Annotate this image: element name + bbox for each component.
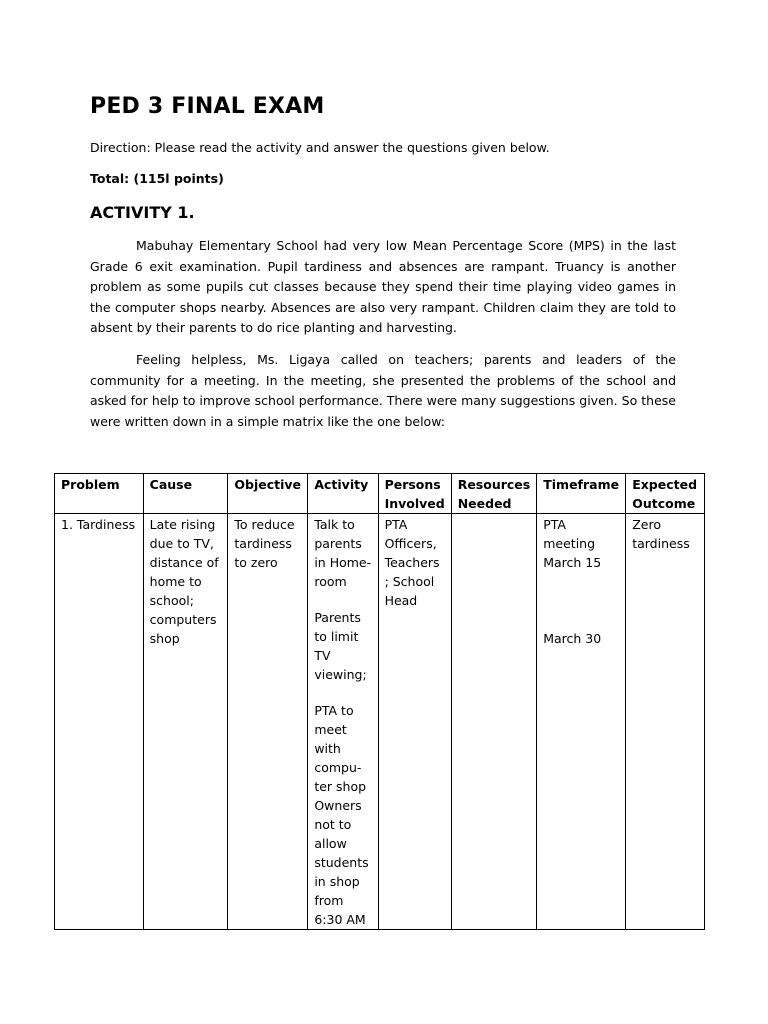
action-matrix-table: [54, 473, 705, 930]
activity-item: Talk to parents in Home-room: [314, 517, 372, 589]
paragraph-meeting: Feeling helpless, Ms. Ligaya called on teachers; parents and leaders of the community for a meeting. In the meeting, she presented the problems of the school and asked for help to improve school performance. There were many suggestions given. So these were written down in a simple matrix like the one below:: [90, 352, 676, 429]
activity-heading: ACTIVITY 1.: [90, 203, 195, 222]
header-persons-involved: Persons Involved: [378, 474, 451, 514]
header-activity: Activity: [308, 474, 378, 514]
cell-expected-outcome: Zero tardiness: [626, 514, 705, 930]
cell-cause: Late rising due to TV, distance of home to school; computers shop: [143, 514, 228, 930]
direction-text: Direction: Please read the activity and answer the questions given below.: [90, 140, 550, 155]
timeframe-item: PTA meeting March 15: [543, 517, 602, 570]
timeframe-item: March 30: [543, 631, 602, 646]
paragraph-scenario: Mabuhay Elementary School had very low Mean Percentage Score (MPS) in the last Grade 6 exit examination. Pupil tardiness and absences are rampant. Truancy is another problem as some pupils cut classes because they spend their time playing video games in the computer shops nearby. Absences are also very rampant. Children claim they are told to absent by their parents to do rice planting and harvesting.: [90, 238, 676, 335]
page-title: PED 3 FINAL EXAM: [90, 94, 325, 119]
activity-item: PTA to meet with compu-ter shop Owners not to allow students in shop from 6:30 AM: [314, 703, 369, 927]
cell-resources-needed: [451, 514, 537, 930]
table-row: [55, 514, 705, 930]
total-points: Total: (115l points): [90, 171, 224, 186]
header-resources-needed: Resources Needed: [451, 474, 537, 514]
header-expected-outcome: Expected Outcome: [626, 474, 705, 514]
table-header-row: [55, 474, 705, 514]
cell-persons-involved: PTA Officers, Teachers ; School Head: [378, 514, 451, 930]
header-timeframe: Timeframe: [537, 474, 626, 514]
header-cause: Cause: [143, 474, 228, 514]
activity-item: Parents to limit TV viewing;: [314, 610, 367, 682]
header-problem: Problem: [55, 474, 144, 514]
cell-objective: To reduce tardiness to zero: [228, 514, 308, 930]
header-objective: Objective: [228, 474, 308, 514]
cell-problem: 1. Tardiness: [55, 514, 144, 930]
cell-activity: [308, 514, 378, 930]
cell-timeframe: [537, 514, 626, 930]
